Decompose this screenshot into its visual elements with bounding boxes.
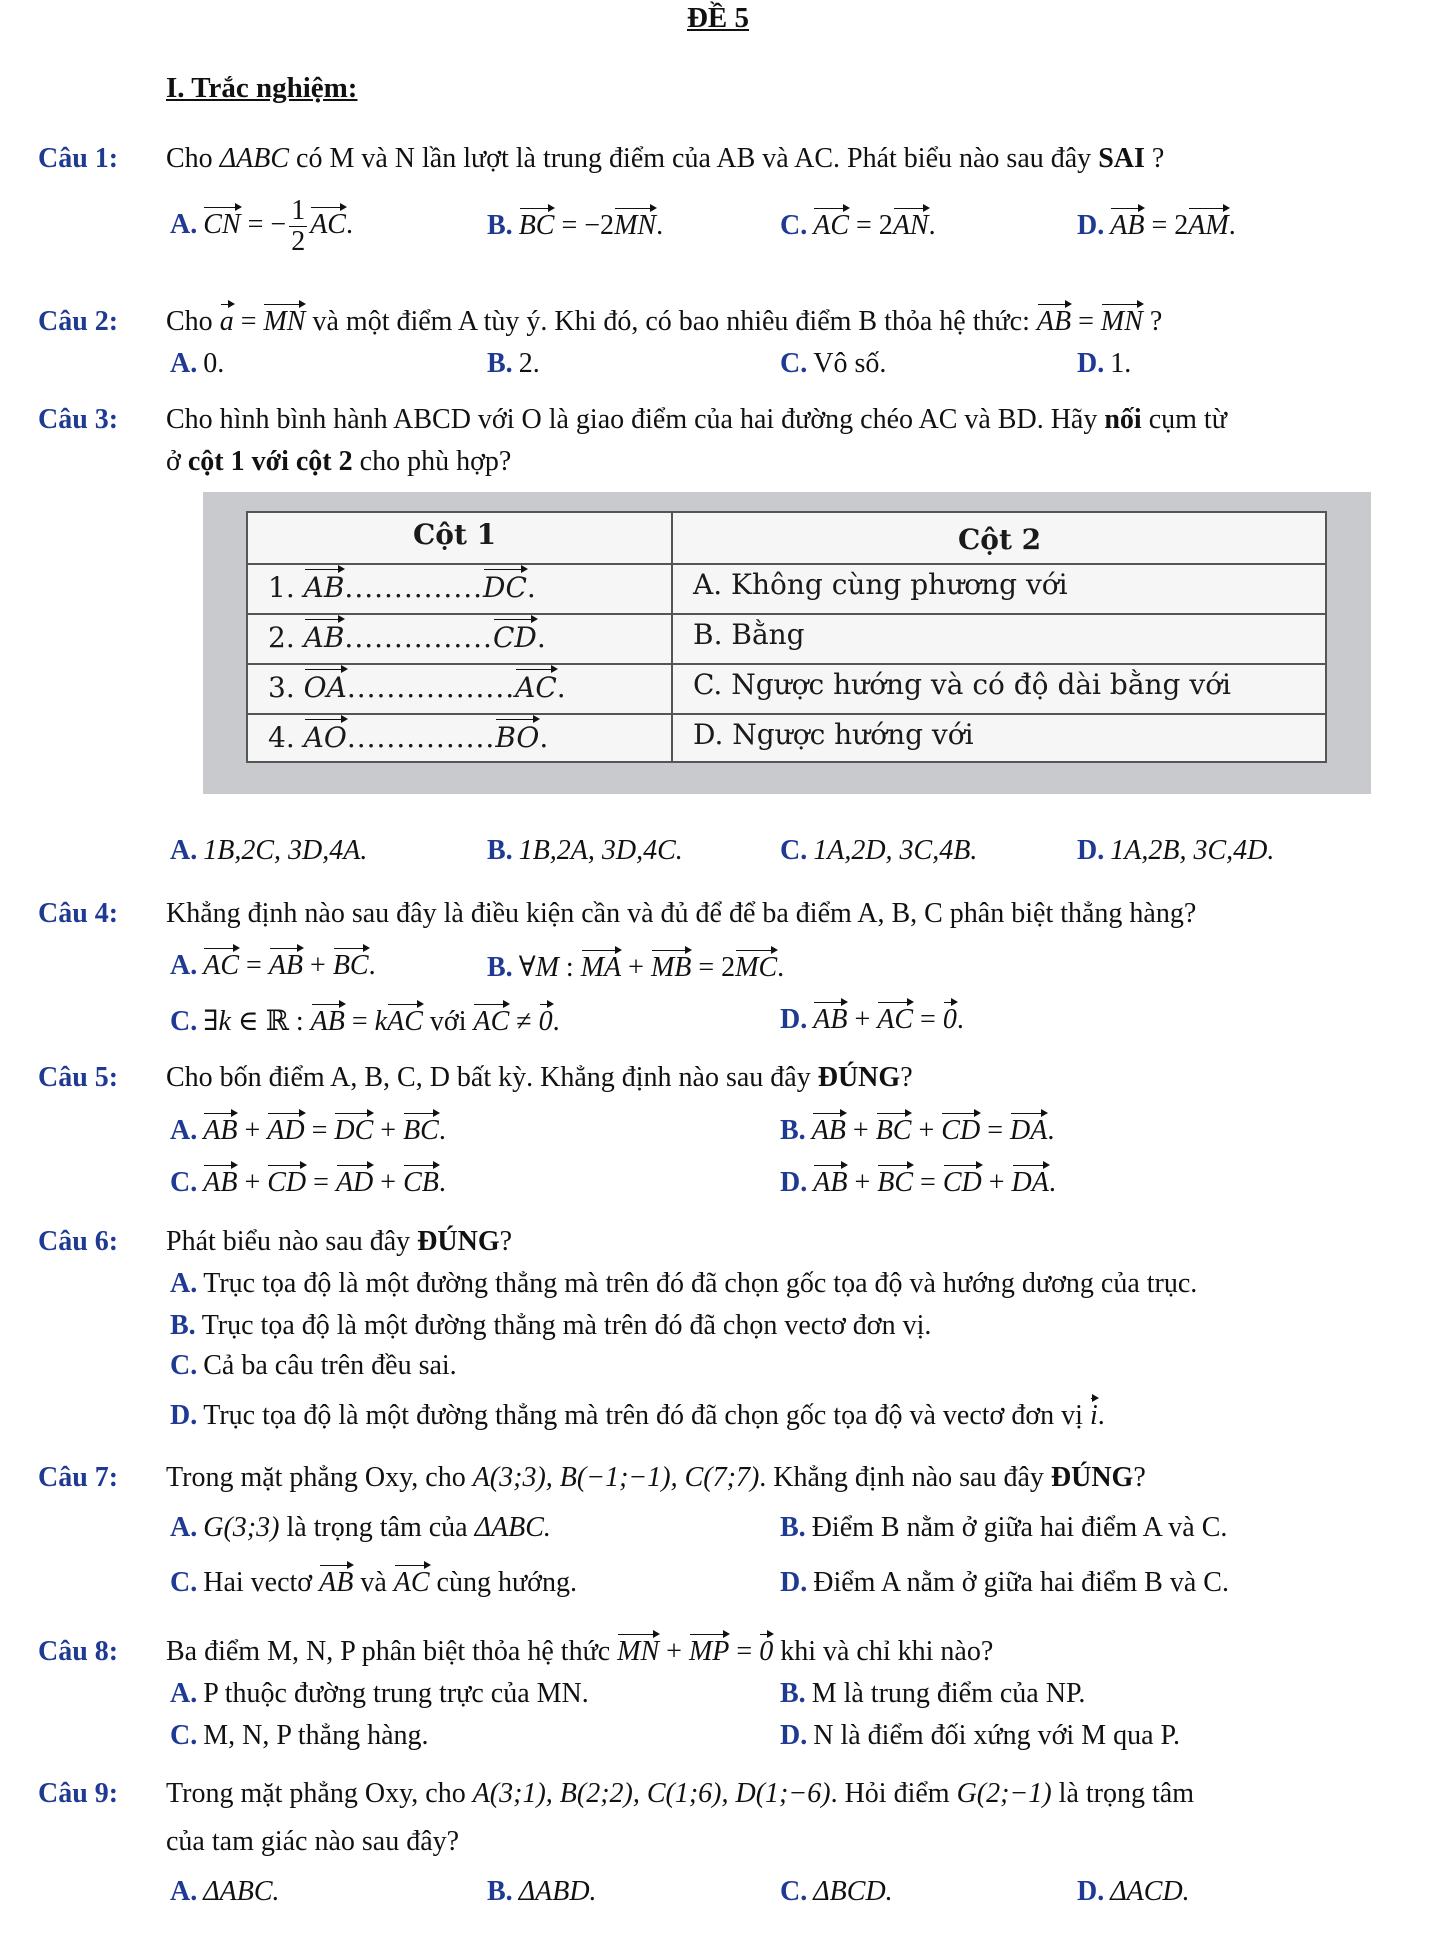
question-6-option-d[interactable]: D. Trục tọa độ là một đường thẳng mà trên đó đã chọn gốc tọa độ và vectơ đơn vị i. <box>170 1400 1105 1431</box>
question-3-option-d[interactable]: D. 1A,2B, 3C,4D. <box>1077 835 1275 866</box>
question-3-option-a[interactable]: A. 1B,2C, 3D,4A. <box>170 835 368 866</box>
question-2-option-a[interactable]: A. 0. <box>170 348 225 379</box>
right-row-a: A. Không cùng phương với <box>693 568 1068 601</box>
question-1-option-c[interactable]: C. AC = 2AN. <box>780 210 936 241</box>
question-7-option-a[interactable]: A. G(3;3) là trọng tâm của ΔABC. <box>170 1512 551 1543</box>
right-row-b: B. Bằng <box>693 618 805 651</box>
question-9-option-a[interactable]: A. ΔABC. <box>170 1876 280 1907</box>
question-7-option-d[interactable]: D. Điểm A nằm ở giữa hai điểm B và C. <box>780 1567 1229 1598</box>
question-6-option-a[interactable]: A. Trục tọa độ là một đường thẳng mà trên đó đã chọn gốc tọa độ và hướng dương của trục. <box>170 1268 1198 1299</box>
left-row-4: 4. AO...............BO. <box>268 721 549 754</box>
question-2-option-b[interactable]: B. 2. <box>487 348 540 379</box>
question-4-option-a[interactable]: A. AC = AB + BC. <box>170 950 376 981</box>
question-5-option-a[interactable]: A. AB + AD = DC + BC. <box>170 1115 446 1146</box>
question-9-label: Câu 9: <box>38 1778 119 1809</box>
question-3-text-line1: Cho hình bình hành ABCD với O là giao điểm của hai đường chéo AC và BD. Hãy nối cụm từ <box>166 404 1227 435</box>
question-5-text: Cho bốn điểm A, B, C, D bất kỳ. Khẳng định nào sau đây ĐÚNG? <box>166 1062 913 1093</box>
question-6-option-c[interactable]: C. Cả ba câu trên đều sai. <box>170 1350 457 1381</box>
question-4-option-b[interactable]: B. ∀M : MA + MB = 2MC. <box>487 952 785 983</box>
question-3-option-b[interactable]: B. 1B,2A, 3D,4C. <box>487 835 683 866</box>
question-3-text-line2: ở cột 1 với cột 2 cho phù hợp? <box>166 446 512 477</box>
question-2-label: Câu 2: <box>38 306 119 337</box>
question-1-option-a[interactable]: A. CN = − $\frac{1}{2}$ AC. <box>170 195 353 257</box>
question-8-option-d[interactable]: D. N là điểm đối xứng với M qua P. <box>780 1720 1180 1751</box>
question-9-text-line1: Trong mặt phẳng Oxy, cho A(3;1), B(2;2), C(1;6), D(1;−6). Hỏi điểm G(2;−1) là trọng tâm <box>166 1778 1194 1809</box>
question-1-option-b[interactable]: B. BC = −2MN. <box>487 210 664 241</box>
question-8-text: Ba điểm M, N, P phân biệt thỏa hệ thức MN + MP = 0 khi và chỉ khi nào? <box>166 1636 994 1667</box>
column-2-header: Cột 2 <box>958 523 1042 556</box>
question-4-option-d[interactable]: D. AB + AC = 0. <box>780 1004 964 1035</box>
question-8-option-a[interactable]: A. P thuộc đường trung trực của MN. <box>170 1678 589 1709</box>
question-4-option-c[interactable]: C. ∃k ∈ ℝ : AB = kAC với AC ≠ 0. <box>170 1006 560 1037</box>
right-row-c: C. Ngược hướng và có độ dài bằng với <box>693 668 1232 701</box>
question-3-option-c[interactable]: C. 1A,2D, 3C,4B. <box>780 835 978 866</box>
question-7-text: Trong mặt phẳng Oxy, cho A(3;3), B(−1;−1), C(7;7). Khẳng định nào sau đây ĐÚNG? <box>166 1462 1146 1493</box>
question-4-text: Khẳng định nào sau đây là điều kiện cần và đủ để để ba điểm A, B, C phân biệt thẳng hàng? <box>166 898 1197 929</box>
left-row-2: 2. AB...............CD. <box>268 621 546 654</box>
question-1-label: Câu 1: <box>38 143 119 174</box>
question-7-option-b[interactable]: B. Điểm B nằm ở giữa hai điểm A và C. <box>780 1512 1228 1543</box>
question-7-label: Câu 7: <box>38 1462 119 1493</box>
question-6-label: Câu 6: <box>38 1226 119 1257</box>
question-5-option-c[interactable]: C. AB + CD = AD + CB. <box>170 1167 446 1198</box>
question-9-option-c[interactable]: C. ΔBCD. <box>780 1876 893 1907</box>
question-9-text-line2: của tam giác nào sau đây? <box>166 1826 460 1857</box>
question-1-text: Cho ΔABC có M và N lần lượt là trung điểm của AB và AC. Phát biểu nào sau đây SAI ? <box>166 143 1165 174</box>
matching-table-photo <box>203 492 1371 794</box>
question-5-option-b[interactable]: B. AB + BC + CD = DA. <box>780 1115 1055 1146</box>
question-2-text: Cho a = MN và một điểm A tùy ý. Khi đó, có bao nhiêu điểm B thỏa hệ thức: AB = MN ? <box>166 306 1163 337</box>
left-row-3: 3. OA.................AC. <box>268 671 566 704</box>
question-5-option-d[interactable]: D. AB + BC = CD + DA. <box>780 1167 1056 1198</box>
question-8-option-b[interactable]: B. M là trung điểm của NP. <box>780 1678 1086 1709</box>
question-2-option-c[interactable]: C. Vô số. <box>780 348 887 379</box>
question-4-label: Câu 4: <box>38 898 119 929</box>
right-row-d: D. Ngược hướng với <box>693 718 974 751</box>
question-5-label: Câu 5: <box>38 1062 119 1093</box>
question-8-option-c[interactable]: C. M, N, P thẳng hàng. <box>170 1720 429 1751</box>
question-9-option-d[interactable]: D. ΔACD. <box>1077 1876 1190 1907</box>
question-9-option-b[interactable]: B. ΔABD. <box>487 1876 597 1907</box>
question-8-label: Câu 8: <box>38 1636 119 1667</box>
question-3-label: Câu 3: <box>38 404 119 435</box>
matching-table <box>246 511 1327 763</box>
question-6-text: Phát biểu nào sau đây ĐÚNG? <box>166 1226 513 1257</box>
question-6-option-b[interactable]: B. Trục tọa độ là một đường thẳng mà trên đó đã chọn vectơ đơn vị. <box>170 1310 932 1341</box>
section-heading: I. Trắc nghiệm: <box>166 72 358 104</box>
page-title: ĐỀ 5 <box>686 2 750 34</box>
question-7-option-c[interactable]: C. Hai vectơ AB và AC cùng hướng. <box>170 1567 577 1598</box>
question-2-option-d[interactable]: D. 1. <box>1077 348 1132 379</box>
question-1-option-d[interactable]: D. AB = 2AM. <box>1077 210 1236 241</box>
left-row-1: 1. AB..............DC. <box>268 571 536 604</box>
column-1-header: Cột 1 <box>413 518 497 551</box>
